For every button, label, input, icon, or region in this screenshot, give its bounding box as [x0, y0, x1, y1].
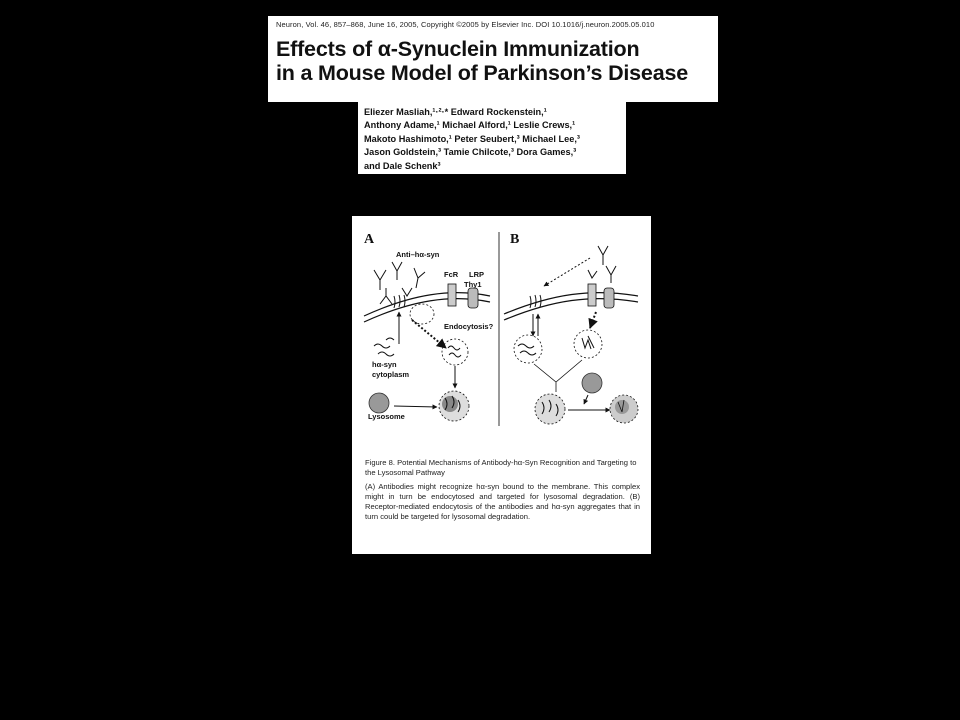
lysosome-b [582, 373, 602, 393]
citation-line: Neuron, Vol. 46, 857–868, June 16, 2005, Copyright ©2005 by Elsevier Inc. DOI 10.1016/j.neuron.2005.05.010 [276, 20, 655, 29]
anti-hasyn-label: Anti–hα-syn [396, 250, 440, 259]
figure-caption [365, 458, 640, 523]
cytoplasm-label: cytoplasm [372, 370, 410, 379]
endosome-b2 [574, 330, 602, 358]
thy1-label: Thy1 [464, 280, 482, 289]
endocytosis-label: Endocytosis? [444, 322, 494, 331]
endocytosis-arrow [412, 320, 446, 348]
lysosome-a [369, 393, 389, 413]
antibody-inbound-arrow [544, 258, 590, 286]
paper-header [268, 16, 718, 102]
membrane-inner-b [504, 299, 638, 320]
fcr-receptor [448, 284, 456, 306]
membrane-outer-b [504, 293, 638, 314]
antibody-icons-b [588, 246, 616, 283]
fcr-label: FcR [444, 270, 459, 279]
author-list [358, 102, 626, 174]
lrp-receptor [468, 288, 478, 308]
caption-title: Figure 8. Potential Mechanisms of Antibody-hα-Syn Recognition and Targeting to the Lysosomal Pathway [365, 458, 637, 478]
panel-a-label: A [364, 232, 375, 247]
author-line: Jason Goldstein,³ Tamie Chilcote,³ Dora Games,³ [364, 147, 577, 158]
cytoplasmic-syn [374, 338, 394, 356]
endosome-a [442, 339, 468, 365]
endosome-b1 [514, 335, 542, 363]
caption-body: (A) Antibodies might recognize hα-syn bound to the membrane. This complex might in turn be endocytosed and targeted for lysosomal degradation. (B) Receptor-mediated endocytosis of the antibodies and hα-syn aggregates that in turn could be targeted for lysosomal degradation. [365, 481, 640, 522]
author-line: and Dale Schenk³ [364, 160, 441, 171]
figure-8 [352, 216, 651, 554]
panel-b-label: B [510, 232, 520, 247]
paper-title: Effects of α-Synuclein Immunization in a Mouse Model of Parkinson’s Disease [276, 37, 688, 85]
receptor-b2 [604, 288, 614, 308]
hasyn-label: hα-syn [372, 360, 397, 369]
lysosome-label: Lysosome [368, 412, 405, 421]
receptor-b1 [588, 284, 596, 306]
fusion-arrow-a [394, 406, 437, 407]
author-line: Anthony Adame,¹ Michael Alford,¹ Leslie Crews,¹ [364, 120, 576, 131]
author-line: Eliezer Masliah,¹·²·* Edward Rockenstein,¹ [364, 107, 547, 117]
lrp-label: LRP [469, 270, 484, 279]
author-line: Makoto Hashimoto,¹ Peter Seubert,³ Michael Lee,³ [364, 133, 580, 144]
convergence-lines [534, 360, 582, 392]
